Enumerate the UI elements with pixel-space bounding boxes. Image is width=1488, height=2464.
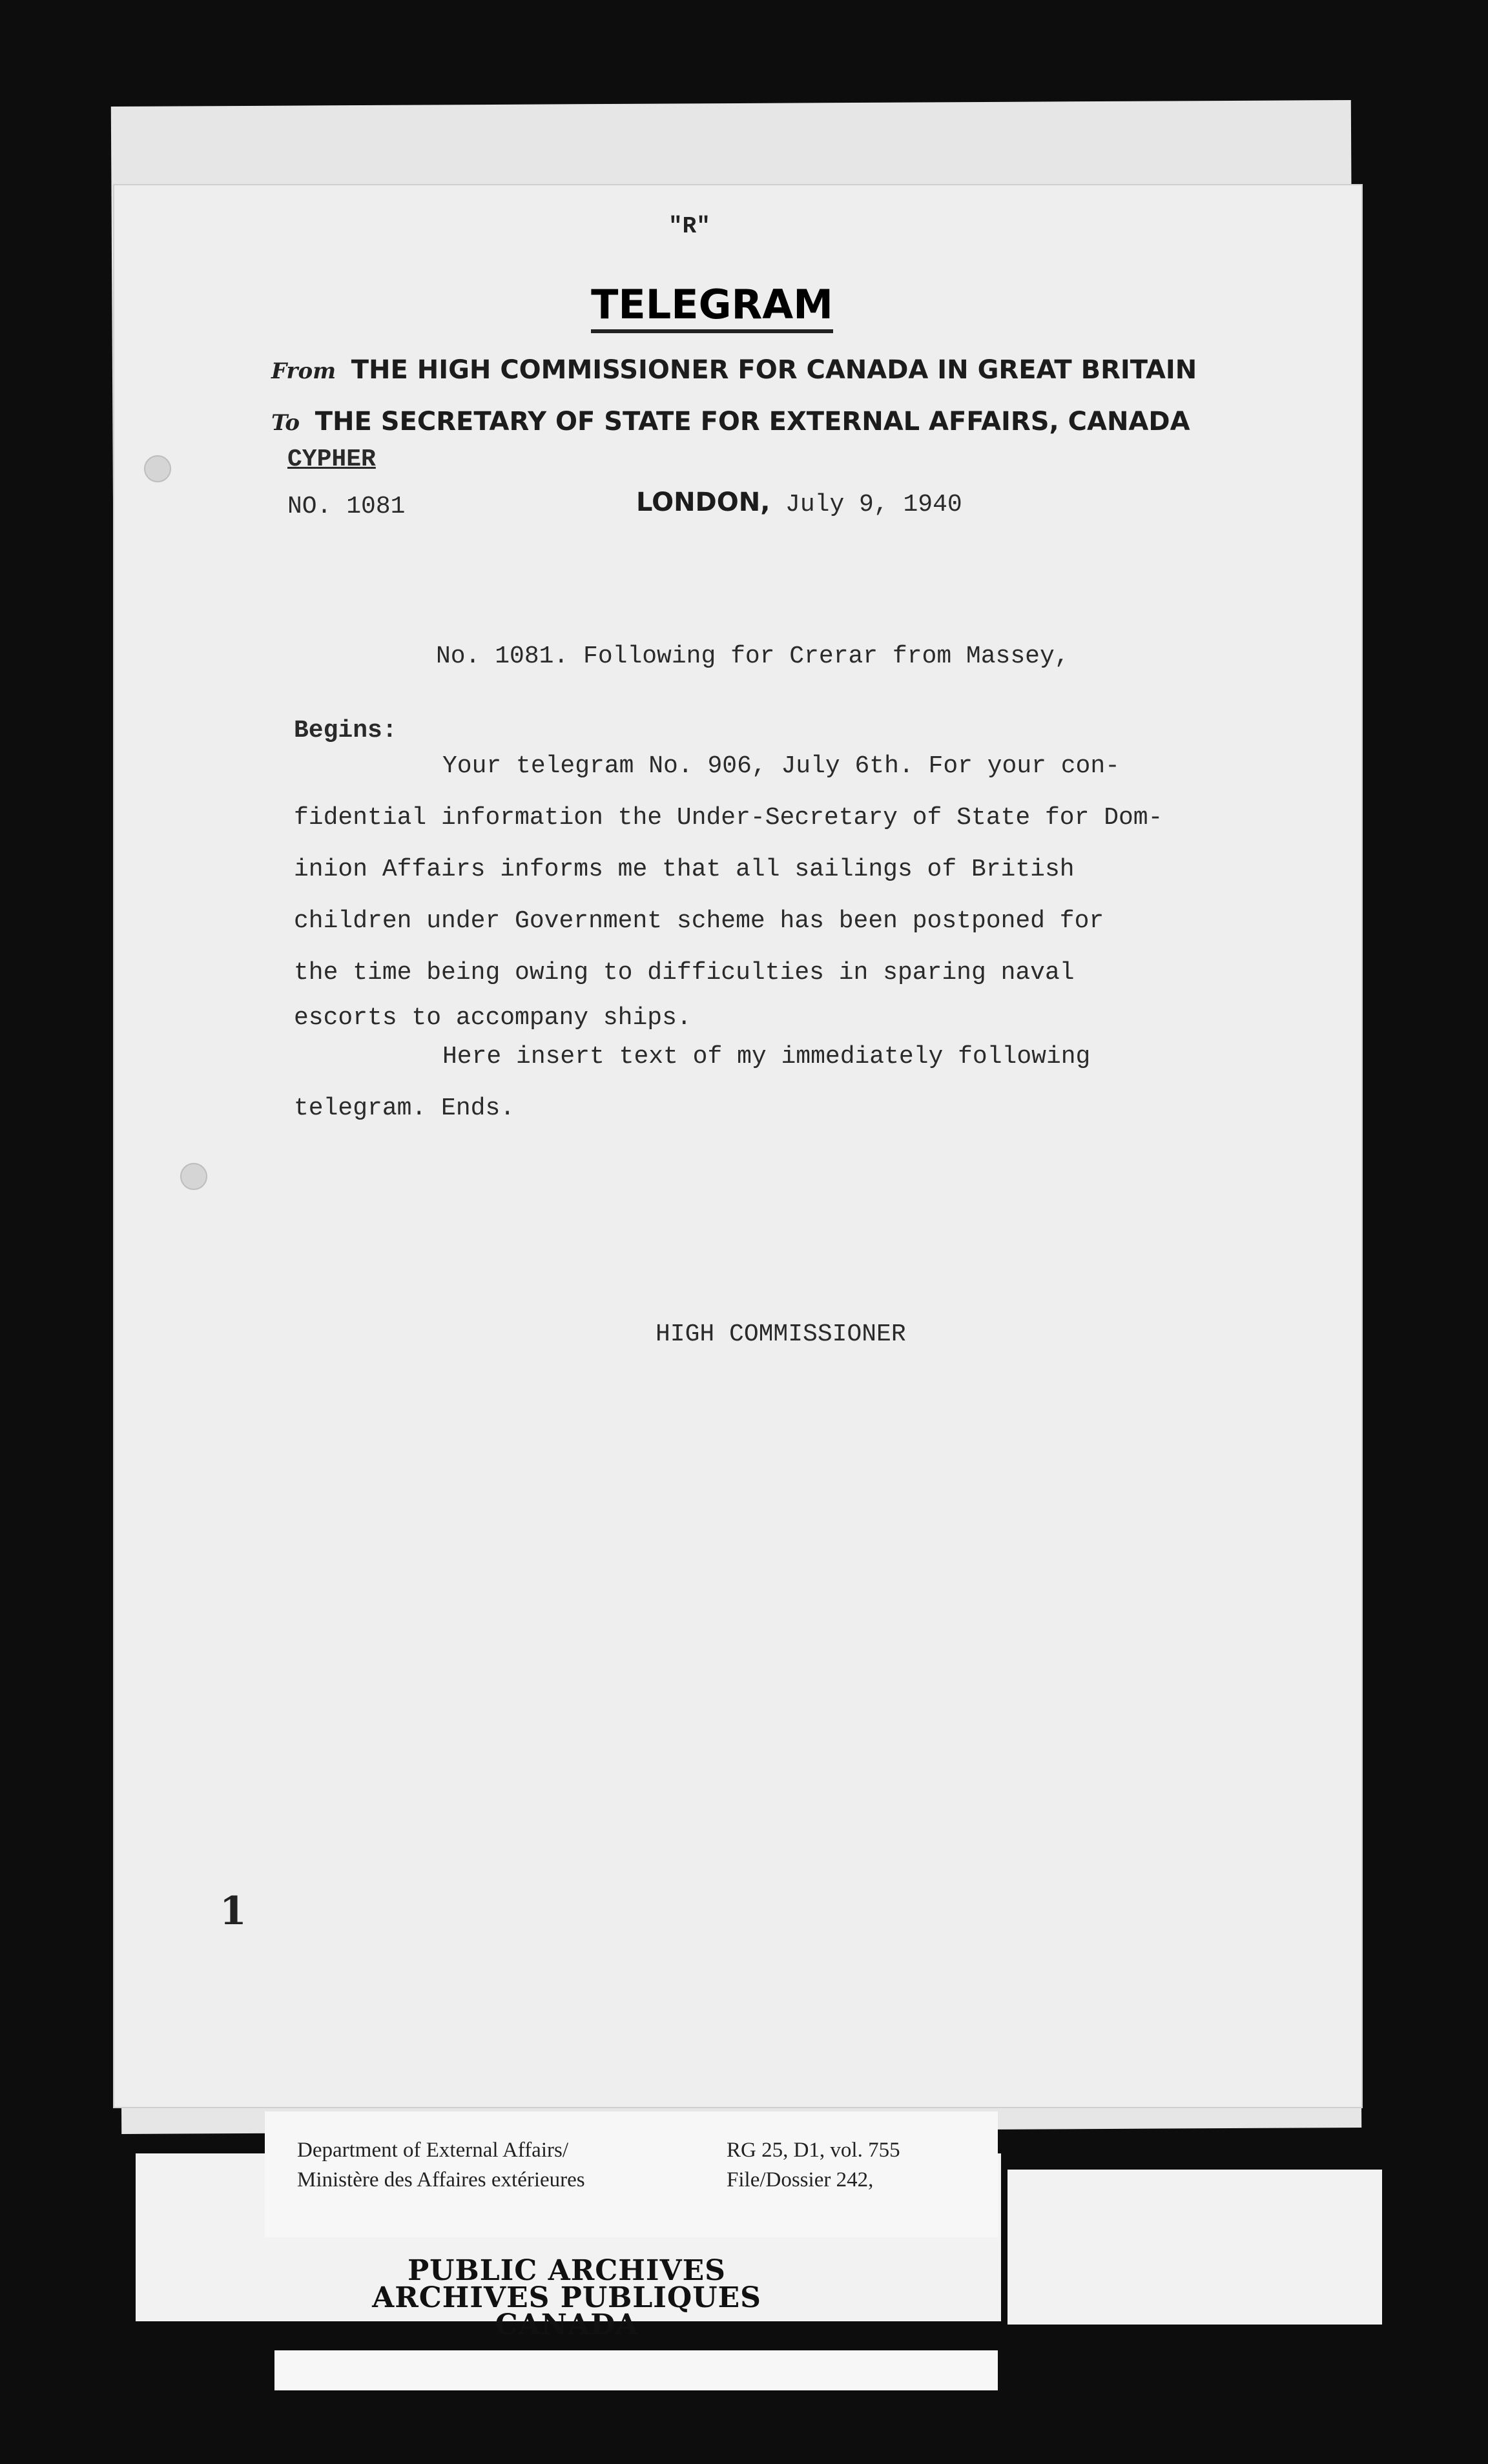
- from-text: THE HIGH COMMISSIONER FOR CANADA IN GREAT BRITAIN: [351, 355, 1197, 385]
- margin-mark: 1: [220, 1889, 247, 1934]
- stamp-line-2: ARCHIVES PUBLIQUES: [372, 2281, 761, 2314]
- reference-line-1: RG 25, D1, vol. 755: [727, 2139, 900, 2162]
- page-title: TELEGRAM: [591, 281, 833, 333]
- punch-hole-top: [144, 455, 171, 482]
- archive-stamp-right-panel: [1008, 2170, 1382, 2325]
- body-line-5: inion Affairs informs me that all sailings of British: [294, 856, 1075, 883]
- reference-line-2: File/Dossier 242,: [727, 2168, 874, 2192]
- body-line-2: Begins:: [294, 717, 397, 744]
- body-line-1: No. 1081. Following for Crerar from Massey,: [436, 642, 1070, 670]
- to-label: To: [271, 410, 300, 436]
- classification-mark: "R": [668, 213, 710, 240]
- stamp-line-1: PUBLIC ARCHIVES: [408, 2254, 726, 2287]
- stamp-line-3: CANADA: [495, 2308, 639, 2341]
- to-text: THE SECRETARY OF STATE FOR EXTERNAL AFFAIRS, CANADA: [315, 407, 1190, 436]
- cypher-label: CYPHER: [287, 446, 376, 473]
- place: LONDON,: [636, 488, 770, 517]
- archive-reference-label: [265, 2111, 998, 2237]
- body-line-6: children under Government scheme has been postponed for: [294, 907, 1104, 935]
- department-line-1: Department of External Affairs/: [297, 2139, 568, 2162]
- archive-bottom-strip: [274, 2350, 998, 2390]
- body-line-4: fidential information the Under-Secretary of State for Dom-: [294, 804, 1163, 832]
- telegram-page: [113, 184, 1363, 2108]
- body-line-8: escorts to accompany ships.: [294, 1004, 692, 1032]
- public-archives-stamp: [136, 2246, 998, 2343]
- telegram-number: NO. 1081: [287, 493, 406, 520]
- date: July 9, 1940: [785, 491, 962, 518]
- body-line-7: the time being owing to difficulties in sparing naval: [294, 959, 1075, 987]
- from-label: From: [271, 358, 336, 384]
- from-line: [271, 355, 1197, 385]
- body-line-10: telegram. Ends.: [294, 1094, 515, 1122]
- to-line: [271, 407, 1190, 436]
- department-line-2: Ministère des Affaires extérieures: [297, 2168, 585, 2192]
- body-line-3: Your telegram No. 906, July 6th. For your con-: [442, 752, 1120, 780]
- body-line-9: Here insert text of my immediately following: [442, 1043, 1091, 1071]
- signature: HIGH COMMISSIONER: [656, 1320, 906, 1348]
- place-date-line: [636, 488, 962, 518]
- punch-hole-bottom: [180, 1163, 207, 1190]
